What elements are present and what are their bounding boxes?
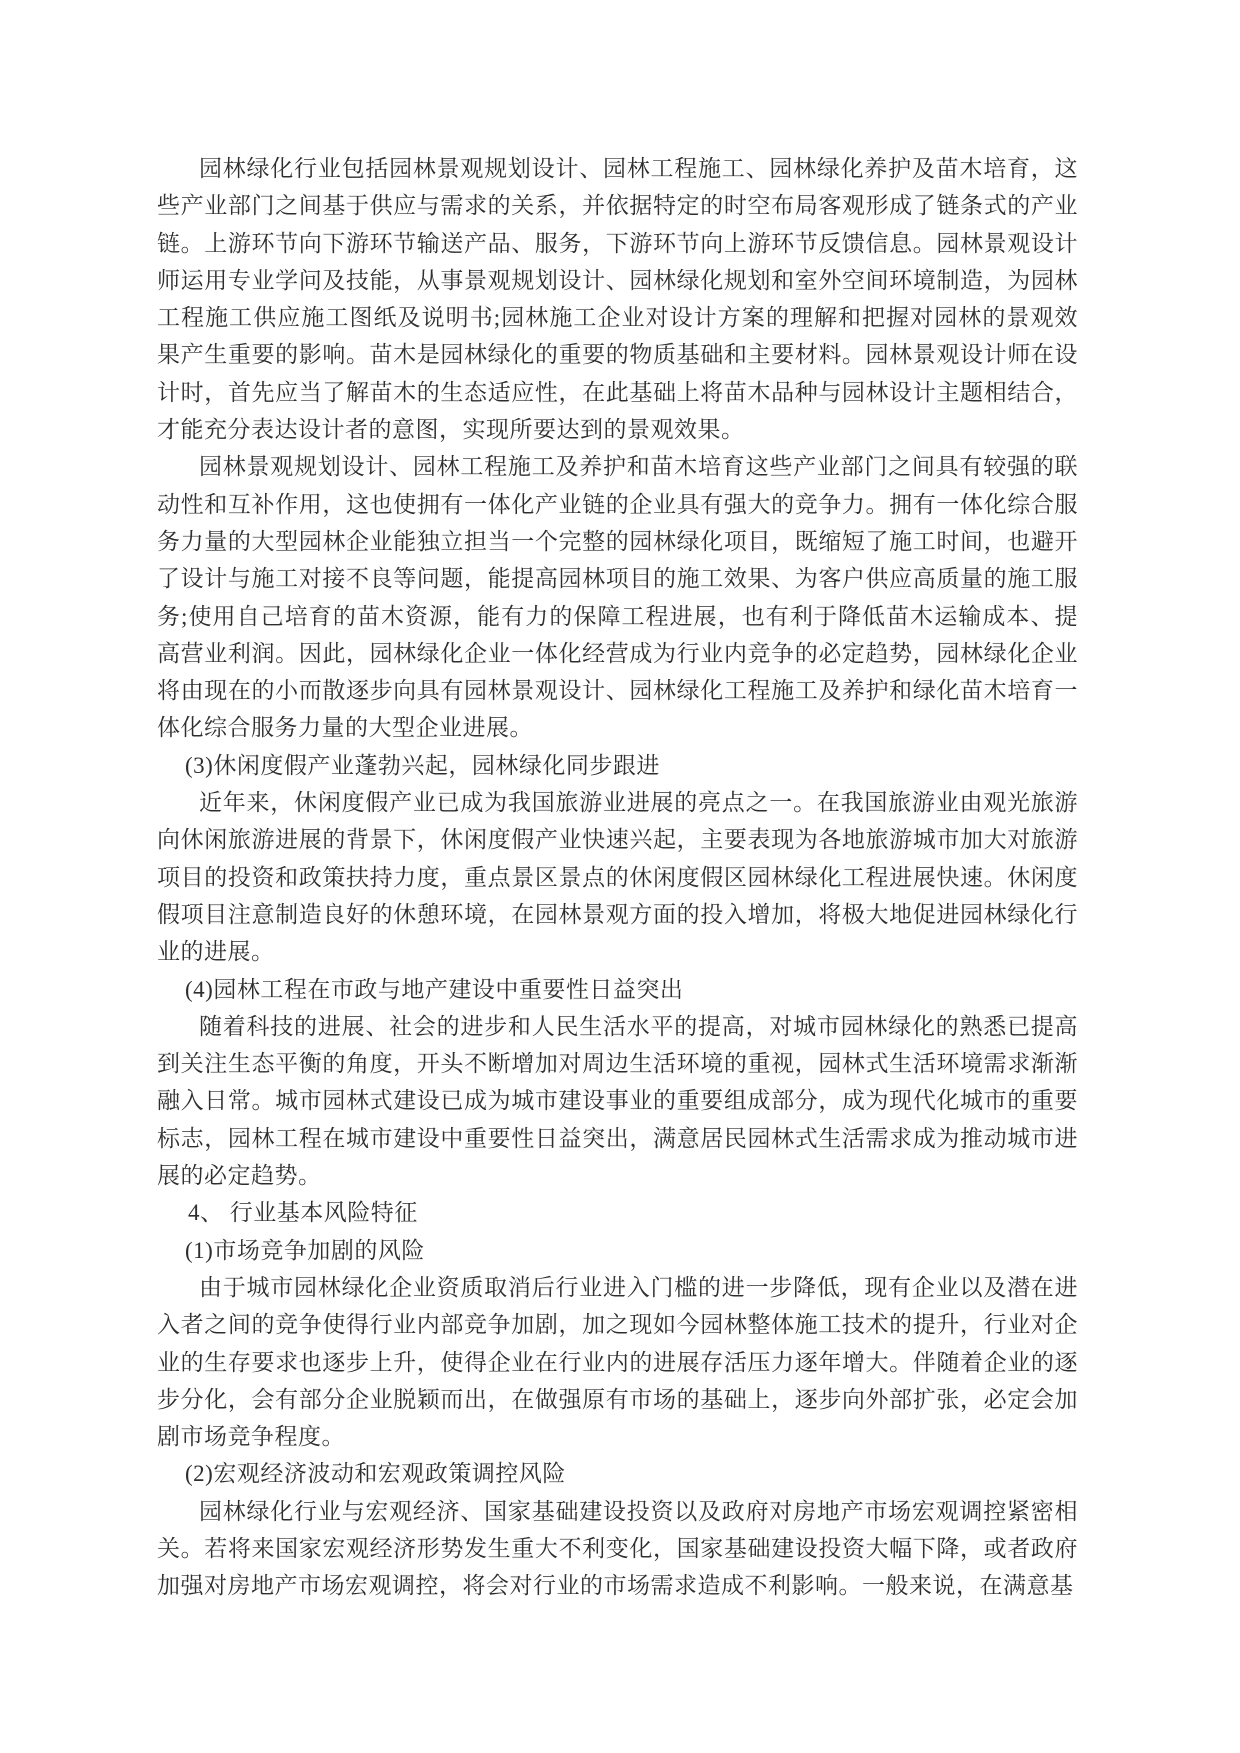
paragraph: 由于城市园林绿化企业资质取消后行业进入门槛的进一步降低，现有企业以及潜在进入者之间的竞争使得行业内部竞争加剧，加之现如今园林整体施工技术的提升，行业对企业的生存要求也逐步上升，使得企业在行业内的进展存活压力逐年增大。伴随着企业的逐步分化，会有部分企业脱颖而出，在做强原有市场的基础上，逐步向外部扩张，必定会加剧市场竞争程度。 [157, 1274, 1078, 1450]
paragraph: 近年来，休闲度假产业已成为我国旅游业进展的亮点之一。在我国旅游业由观光旅游向休闲旅游进展的背景下，休闲度假产业快速兴起，主要表现为各地旅游城市加大对旅游项目的投资和政策扶持力度，重点景区景点的休闲度假区园林绿化工程进展快速。休闲度假项目注意制造良好的休憩环境，在园林景观方面的投入增加，将极大地促进园林绿化行业的进展。 [157, 790, 1078, 965]
section-heading: (4)园林工程在市政与地产建设中重要性日益突出 [185, 976, 684, 1002]
section-heading: 4、 行业基本风险特征 [188, 1200, 418, 1226]
paragraph: 园林景观规划设计、园林工程施工及养护和苗木培育这些产业部门之间具有较强的联动性和互补作用，这也使拥有一体化产业链的企业具有强大的竞争力。拥有一体化综合服务力量的大型园林企业能独立担当一个完整的园林绿化项目，既缩短了施工时间，也避开了设计与施工对接不良等问题，能提高园林项目的施工效果、为客户供应高质量的施工服务;使用自己培育的苗木资源，能有力的保障工程进展，也有利于降低苗木运输成本、提高营业利润。因此，园林绿化企业一体化经营成为行业内竞争的必定趋势，园林绿化企业将由现在的小而散逐步向具有园林景观设计、园林绿化工程施工及养护和绿化苗木培育一体化综合服务力量的大型企业进展。 [157, 454, 1078, 741]
paragraph: 园林绿化行业包括园林景观规划设计、园林工程施工、园林绿化养护及苗木培育，这些产业部门之间基于供应与需求的关系，并依据特定的时空布局客观形成了链条式的产业链。上游环节向下游环节输送产品、服务，下游环节向上游环节反馈信息。园林景观设计师运用专业学问及技能，从事景观规划设计、园林绿化规划和室外空间环境制造，为园林工程施工供应施工图纸及说明书;园林施工企业对设计方案的理解和把握对园林的景观效果产生重要的影响。苗木是园林绿化的重要的物质基础和主要材料。园林景观设计师在设计时，首先应当了解苗木的生态适应性，在此基础上将苗木品种与园林设计主题相结合，才能充分表达设计者的意图，实现所要达到的景观效果。 [157, 156, 1078, 443]
paragraph: 随着科技的进展、社会的进步和人民生活水平的提高，对城市园林绿化的熟悉已提高到关注生态平衡的角度，开头不断增加对周边生活环境的重视，园林式生活环境需求渐渐融入日常。城市园林式建设已成为城市建设事业的重要组成部分，成为现代化城市的重要标志，园林工程在城市建设中重要性日益突出，满意居民园林式生活需求成为推动城市进展的必定趋势。 [157, 1013, 1078, 1189]
section-heading: (2)宏观经济波动和宏观政策调控风险 [185, 1461, 566, 1487]
document-body [157, 150, 1078, 1605]
section-heading: (1)市场竞争加剧的风险 [185, 1237, 425, 1263]
paragraph: 园林绿化行业与宏观经济、国家基础建设投资以及政府对房地产市场宏观调控紧密相关。若将来国家宏观经济形势发生重大不利变化，国家基础建设投资大幅下降，或者政府加强对房地产市场宏观调控，将会对行业的市场需求造成不利影响。一般来说，在满意基 [157, 1498, 1078, 1599]
section-heading: (3)休闲度假产业蓬勃兴起，园林绿化同步跟进 [185, 752, 660, 778]
